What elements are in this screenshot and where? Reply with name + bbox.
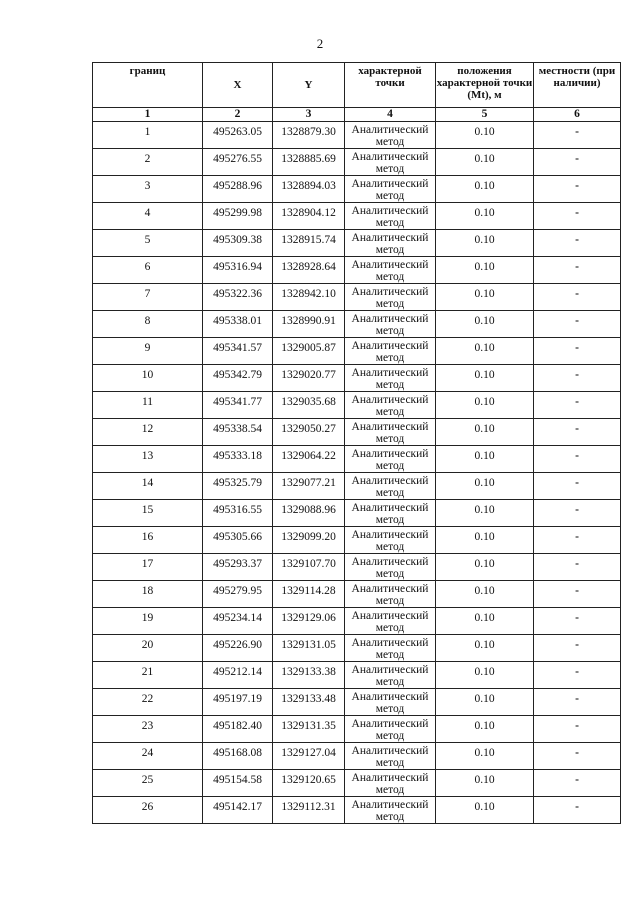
accuracy-cell: 0.10 [436, 635, 534, 662]
accuracy-cell: 0.10 [436, 797, 534, 824]
y-coordinate-cell: 1329133.48 [273, 689, 345, 716]
method-cell: Аналитический метод [345, 662, 436, 689]
table-row [93, 608, 621, 635]
table-row [93, 176, 621, 203]
accuracy-cell: 0.10 [436, 419, 534, 446]
table-row [93, 500, 621, 527]
x-coordinate-cell: 495325.79 [203, 473, 273, 500]
description-cell: - [534, 473, 621, 500]
description-cell: - [534, 176, 621, 203]
table-row [93, 473, 621, 500]
point-number-cell: 19 [93, 608, 203, 635]
description-cell: - [534, 635, 621, 662]
y-coordinate-cell: 1328928.64 [273, 257, 345, 284]
y-coordinate-cell: 1329129.06 [273, 608, 345, 635]
table-row [93, 365, 621, 392]
y-coordinate-cell: 1329099.20 [273, 527, 345, 554]
description-cell: - [534, 581, 621, 608]
point-number-cell: 22 [93, 689, 203, 716]
y-coordinate-cell: 1328904.12 [273, 203, 345, 230]
description-cell: - [534, 716, 621, 743]
y-coordinate-cell: 1329077.21 [273, 473, 345, 500]
point-number-cell: 18 [93, 581, 203, 608]
method-cell: Аналитический метод [345, 554, 436, 581]
x-coordinate-cell: 495322.36 [203, 284, 273, 311]
point-number-cell: 21 [93, 662, 203, 689]
accuracy-cell: 0.10 [436, 770, 534, 797]
y-coordinate-cell: 1329120.65 [273, 770, 345, 797]
x-coordinate-cell: 495168.08 [203, 743, 273, 770]
accuracy-cell: 0.10 [436, 500, 534, 527]
x-coordinate-cell: 495299.98 [203, 203, 273, 230]
table-row [93, 230, 621, 257]
point-number-cell: 17 [93, 554, 203, 581]
x-coordinate-cell: 495288.96 [203, 176, 273, 203]
table-row [93, 338, 621, 365]
description-cell: - [534, 500, 621, 527]
accuracy-cell: 0.10 [436, 176, 534, 203]
point-number-cell: 14 [93, 473, 203, 500]
accuracy-cell: 0.10 [436, 230, 534, 257]
table-row [93, 446, 621, 473]
description-cell: - [534, 419, 621, 446]
point-number-cell: 20 [93, 635, 203, 662]
y-coordinate-cell: 1329107.70 [273, 554, 345, 581]
x-coordinate-cell: 495276.55 [203, 149, 273, 176]
point-number-cell: 7 [93, 284, 203, 311]
table-row [93, 203, 621, 230]
table-row [93, 257, 621, 284]
table-row [93, 554, 621, 581]
column-number: 3 [273, 108, 345, 122]
table-row [93, 527, 621, 554]
header-x: X [203, 63, 273, 108]
table-row [93, 122, 621, 149]
y-coordinate-cell: 1328894.03 [273, 176, 345, 203]
accuracy-cell: 0.10 [436, 338, 534, 365]
method-cell: Аналитический метод [345, 230, 436, 257]
method-cell: Аналитический метод [345, 419, 436, 446]
point-number-cell: 3 [93, 176, 203, 203]
method-cell: Аналитический метод [345, 635, 436, 662]
table-header-row [93, 63, 621, 108]
table-row [93, 689, 621, 716]
y-coordinate-cell: 1329112.31 [273, 797, 345, 824]
column-number: 5 [436, 108, 534, 122]
table-row [93, 662, 621, 689]
column-number: 1 [93, 108, 203, 122]
column-number-row [93, 108, 621, 122]
accuracy-cell: 0.10 [436, 716, 534, 743]
method-cell: Аналитический метод [345, 311, 436, 338]
column-number: 4 [345, 108, 436, 122]
x-coordinate-cell: 495212.14 [203, 662, 273, 689]
accuracy-cell: 0.10 [436, 608, 534, 635]
table-row [93, 419, 621, 446]
point-number-cell: 2 [93, 149, 203, 176]
y-coordinate-cell: 1328879.30 [273, 122, 345, 149]
method-cell: Аналитический метод [345, 446, 436, 473]
description-cell: - [534, 797, 621, 824]
description-cell: - [534, 149, 621, 176]
method-cell: Аналитический метод [345, 689, 436, 716]
description-cell: - [534, 365, 621, 392]
x-coordinate-cell: 495341.57 [203, 338, 273, 365]
x-coordinate-cell: 495197.19 [203, 689, 273, 716]
table-body [93, 122, 621, 824]
description-cell: - [534, 689, 621, 716]
x-coordinate-cell: 495316.55 [203, 500, 273, 527]
table-row [93, 770, 621, 797]
x-coordinate-cell: 495316.94 [203, 257, 273, 284]
accuracy-cell: 0.10 [436, 149, 534, 176]
accuracy-cell: 0.10 [436, 284, 534, 311]
description-cell: - [534, 230, 621, 257]
x-coordinate-cell: 495263.05 [203, 122, 273, 149]
accuracy-cell: 0.10 [436, 122, 534, 149]
accuracy-cell: 0.10 [436, 662, 534, 689]
point-number-cell: 9 [93, 338, 203, 365]
x-coordinate-cell: 495338.54 [203, 419, 273, 446]
description-cell: - [534, 554, 621, 581]
point-number-cell: 4 [93, 203, 203, 230]
x-coordinate-cell: 495341.77 [203, 392, 273, 419]
method-cell: Аналитический метод [345, 203, 436, 230]
y-coordinate-cell: 1329005.87 [273, 338, 345, 365]
x-coordinate-cell: 495154.58 [203, 770, 273, 797]
x-coordinate-cell: 495234.14 [203, 608, 273, 635]
method-cell: Аналитический метод [345, 500, 436, 527]
x-coordinate-cell: 495338.01 [203, 311, 273, 338]
y-coordinate-cell: 1329064.22 [273, 446, 345, 473]
method-cell: Аналитический метод [345, 122, 436, 149]
method-cell: Аналитический метод [345, 176, 436, 203]
y-coordinate-cell: 1329114.28 [273, 581, 345, 608]
method-cell: Аналитический метод [345, 284, 436, 311]
point-number-cell: 11 [93, 392, 203, 419]
point-number-cell: 24 [93, 743, 203, 770]
accuracy-cell: 0.10 [436, 203, 534, 230]
accuracy-cell: 0.10 [436, 527, 534, 554]
x-coordinate-cell: 495293.37 [203, 554, 273, 581]
column-number: 2 [203, 108, 273, 122]
y-coordinate-cell: 1329133.38 [273, 662, 345, 689]
y-coordinate-cell: 1328990.91 [273, 311, 345, 338]
y-coordinate-cell: 1329088.96 [273, 500, 345, 527]
x-coordinate-cell: 495182.40 [203, 716, 273, 743]
method-cell: Аналитический метод [345, 608, 436, 635]
method-cell: Аналитический метод [345, 581, 436, 608]
point-number-cell: 6 [93, 257, 203, 284]
y-coordinate-cell: 1329131.05 [273, 635, 345, 662]
point-number-cell: 1 [93, 122, 203, 149]
y-coordinate-cell: 1329050.27 [273, 419, 345, 446]
table-row [93, 284, 621, 311]
description-cell: - [534, 446, 621, 473]
description-cell: - [534, 257, 621, 284]
description-cell: - [534, 392, 621, 419]
table-row [93, 716, 621, 743]
accuracy-cell: 0.10 [436, 473, 534, 500]
header-description: местности (при наличии) [534, 63, 621, 108]
y-coordinate-cell: 1329131.35 [273, 716, 345, 743]
x-coordinate-cell: 495342.79 [203, 365, 273, 392]
x-coordinate-cell: 495142.17 [203, 797, 273, 824]
method-cell: Аналитический метод [345, 149, 436, 176]
description-cell: - [534, 743, 621, 770]
point-number-cell: 5 [93, 230, 203, 257]
table-row [93, 797, 621, 824]
page-number: 2 [316, 36, 324, 51]
table-row [93, 743, 621, 770]
x-coordinate-cell: 495279.95 [203, 581, 273, 608]
y-coordinate-cell: 1329035.68 [273, 392, 345, 419]
x-coordinate-cell: 495226.90 [203, 635, 273, 662]
point-number-cell: 15 [93, 500, 203, 527]
method-cell: Аналитический метод [345, 257, 436, 284]
y-coordinate-cell: 1328885.69 [273, 149, 345, 176]
header-method: характерной точки [345, 63, 436, 108]
method-cell: Аналитический метод [345, 365, 436, 392]
description-cell: - [534, 770, 621, 797]
description-cell: - [534, 122, 621, 149]
method-cell: Аналитический метод [345, 473, 436, 500]
description-cell: - [534, 284, 621, 311]
point-number-cell: 12 [93, 419, 203, 446]
header-accuracy: положения характерной точки (Mt), м [436, 63, 534, 108]
table-row [93, 311, 621, 338]
description-cell: - [534, 662, 621, 689]
point-number-cell: 25 [93, 770, 203, 797]
header-y: Y [273, 63, 345, 108]
description-cell: - [534, 203, 621, 230]
accuracy-cell: 0.10 [436, 257, 534, 284]
accuracy-cell: 0.10 [436, 311, 534, 338]
accuracy-cell: 0.10 [436, 743, 534, 770]
method-cell: Аналитический метод [345, 797, 436, 824]
x-coordinate-cell: 495333.18 [203, 446, 273, 473]
table-row [93, 392, 621, 419]
accuracy-cell: 0.10 [436, 365, 534, 392]
point-number-cell: 26 [93, 797, 203, 824]
method-cell: Аналитический метод [345, 716, 436, 743]
y-coordinate-cell: 1328942.10 [273, 284, 345, 311]
x-coordinate-cell: 495305.66 [203, 527, 273, 554]
method-cell: Аналитический метод [345, 392, 436, 419]
accuracy-cell: 0.10 [436, 554, 534, 581]
point-number-cell: 16 [93, 527, 203, 554]
description-cell: - [534, 527, 621, 554]
point-number-cell: 23 [93, 716, 203, 743]
method-cell: Аналитический метод [345, 743, 436, 770]
method-cell: Аналитический метод [345, 338, 436, 365]
point-number-cell: 10 [93, 365, 203, 392]
accuracy-cell: 0.10 [436, 581, 534, 608]
accuracy-cell: 0.10 [436, 689, 534, 716]
point-number-cell: 13 [93, 446, 203, 473]
method-cell: Аналитический метод [345, 770, 436, 797]
x-coordinate-cell: 495309.38 [203, 230, 273, 257]
accuracy-cell: 0.10 [436, 392, 534, 419]
method-cell: Аналитический метод [345, 527, 436, 554]
description-cell: - [534, 338, 621, 365]
accuracy-cell: 0.10 [436, 446, 534, 473]
table-row [93, 581, 621, 608]
y-coordinate-cell: 1329127.04 [273, 743, 345, 770]
description-cell: - [534, 311, 621, 338]
table-row [93, 149, 621, 176]
column-number: 6 [534, 108, 621, 122]
header-boundary: границ [93, 63, 203, 108]
table-row [93, 635, 621, 662]
point-number-cell: 8 [93, 311, 203, 338]
y-coordinate-cell: 1328915.74 [273, 230, 345, 257]
y-coordinate-cell: 1329020.77 [273, 365, 345, 392]
coordinates-table [92, 62, 621, 824]
description-cell: - [534, 608, 621, 635]
